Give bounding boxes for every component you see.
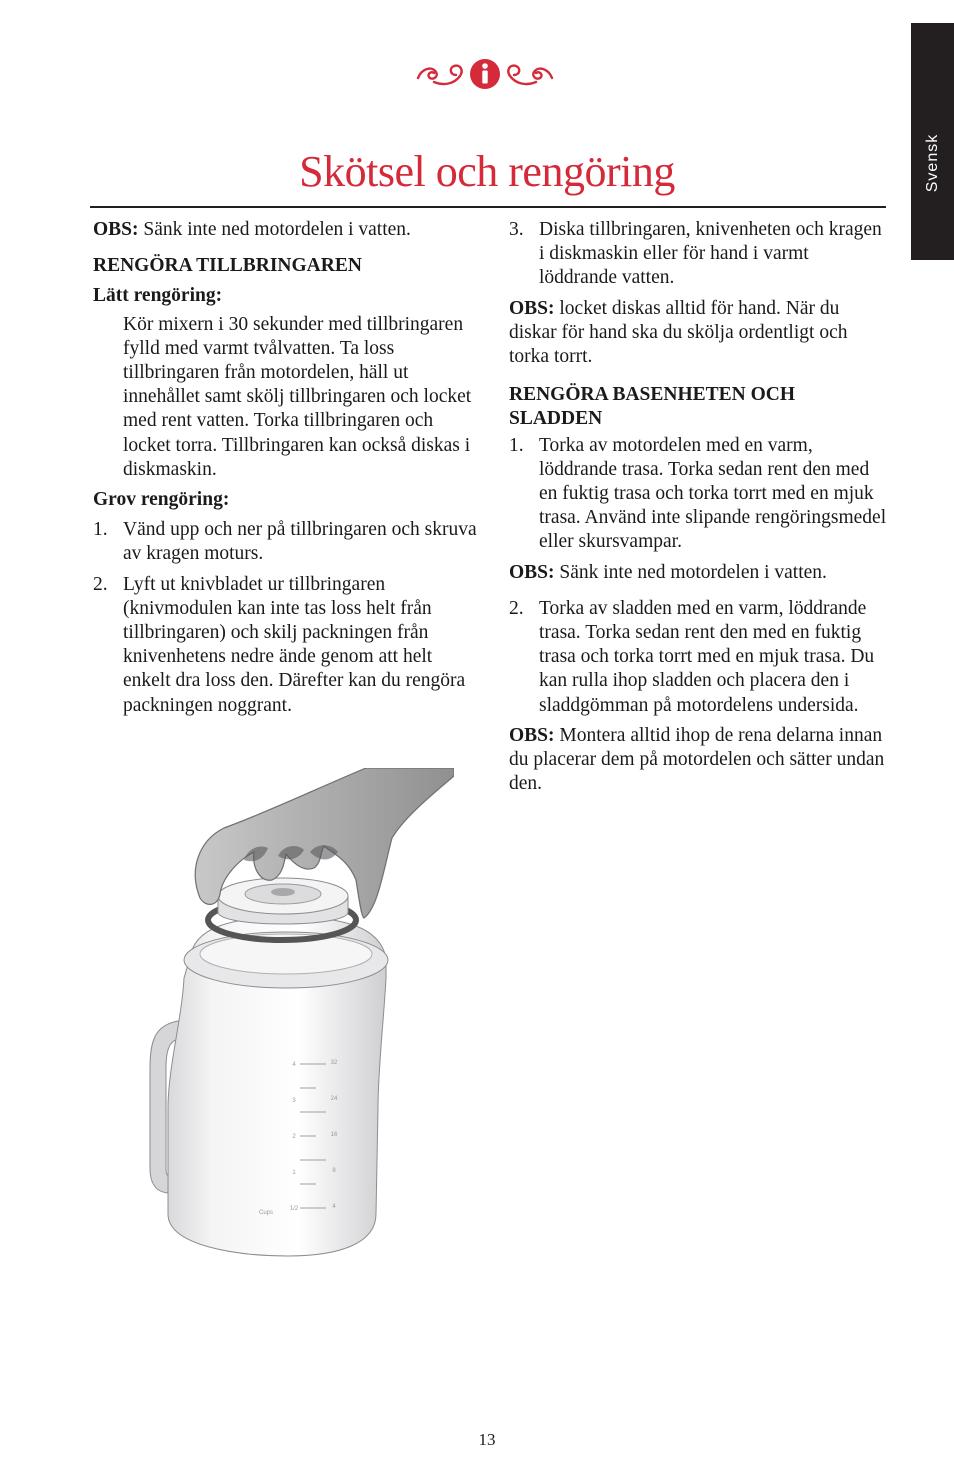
list-number: 2. <box>509 597 524 619</box>
note-paragraph <box>509 724 889 797</box>
list-item <box>93 573 483 718</box>
blender-jar-illustration <box>148 768 454 1260</box>
note-text: Sänk inte ned motordelen i vatten. <box>138 219 411 240</box>
scale-label: 3 <box>292 1098 296 1104</box>
language-tab <box>911 23 954 260</box>
list-text: Lyft ut knivbladet ur tillbringaren (knivmodulen kan inte tas loss helt från tillbringaren) och skilj packningen från knivenhetens nedre ände genom att helt enkelt dra loss den. Därefter kan du rengöra packningen noggrant. <box>123 573 466 716</box>
list-number: 2. <box>93 573 108 595</box>
note-paragraph <box>509 561 889 585</box>
note-text: Sänk inte ned motordelen i vatten. <box>554 561 827 583</box>
title-divider <box>90 206 886 208</box>
list-item <box>509 218 889 291</box>
language-label: Svensk <box>923 133 941 193</box>
left-column <box>93 218 483 718</box>
info-icon <box>414 58 556 92</box>
note-paragraph <box>93 218 483 242</box>
list-item <box>509 434 889 555</box>
scale-label: 4 <box>292 1062 296 1068</box>
ml-label: 4 <box>332 1204 336 1210</box>
scale-label: 1/2 <box>289 1206 299 1212</box>
subheading-light-cleaning: Lätt rengöring: <box>93 285 223 307</box>
list-item <box>509 597 889 718</box>
ml-label: 8 <box>332 1168 336 1174</box>
page-title: Skötsel och rengöring <box>299 147 675 196</box>
section-heading: RENGÖRA TILLBRINGAREN <box>93 255 362 277</box>
list-number: 1. <box>509 434 524 456</box>
note-label: OBS: <box>509 724 555 746</box>
note-label: OBS: <box>509 561 555 583</box>
note-text: Montera alltid ihop de rena delarna innan du placerar dem på motordelen och sätter undan den. <box>509 724 885 795</box>
list-text: Vänd upp och ner på tillbringaren och skruva av kragen moturs. <box>123 519 477 565</box>
note-label: OBS: <box>509 297 555 319</box>
list-text: Torka av motordelen med en varm, löddrande trasa. Torka sedan rent den med en fuktig trasa och torka torrt med en mjuk trasa. Använd inte slipande rengöringsmedel eller skursvampar. <box>539 434 887 553</box>
right-column <box>509 218 889 796</box>
cups-label: Cups <box>258 1210 274 1216</box>
ml-label: 16 <box>330 1132 338 1138</box>
page-number: 13 <box>478 1430 496 1449</box>
scale-label: 1 <box>292 1170 296 1176</box>
list-text: Diska tillbringaren, knivenheten och kragen i diskmaskin eller för hand i varmt löddrande vatten. <box>539 219 882 289</box>
list-number: 1. <box>93 519 108 541</box>
list-item <box>93 518 483 566</box>
note-text: locket diskas alltid för hand. När du diskar för hand ska du skölja ordentligt och torka torrt. <box>509 297 848 368</box>
ml-label: 32 <box>330 1060 338 1066</box>
section-heading: RENGÖRA BASENHETEN OCH SLADDEN <box>509 384 796 430</box>
ml-label: 24 <box>330 1096 338 1102</box>
note-label: OBS: <box>93 219 139 240</box>
light-cleaning-text: Kör mixern i 30 sekunder med tillbringaren fylld med varmt tvålvatten. Ta loss tillbringaren från motordelen, häll ut innehållet samt skölj tillbringaren och locket med rent vatten. Torka tillbringaren och locket torra. Tillbringaren kan också diskas i diskmaskin. <box>123 313 472 480</box>
list-text: Torka av sladden med en varm, löddrande trasa. Torka sedan rent den med en fuktig trasa och torka torrt med en mjuk trasa. Du kan rulla ihop sladden och placera den i sladdgömman på motordelens undersida. <box>539 597 875 716</box>
note-paragraph <box>509 297 889 370</box>
scale-label: 2 <box>292 1134 296 1140</box>
subheading-deep-cleaning: Grov rengöring: <box>93 489 230 511</box>
list-number: 3. <box>509 219 524 240</box>
